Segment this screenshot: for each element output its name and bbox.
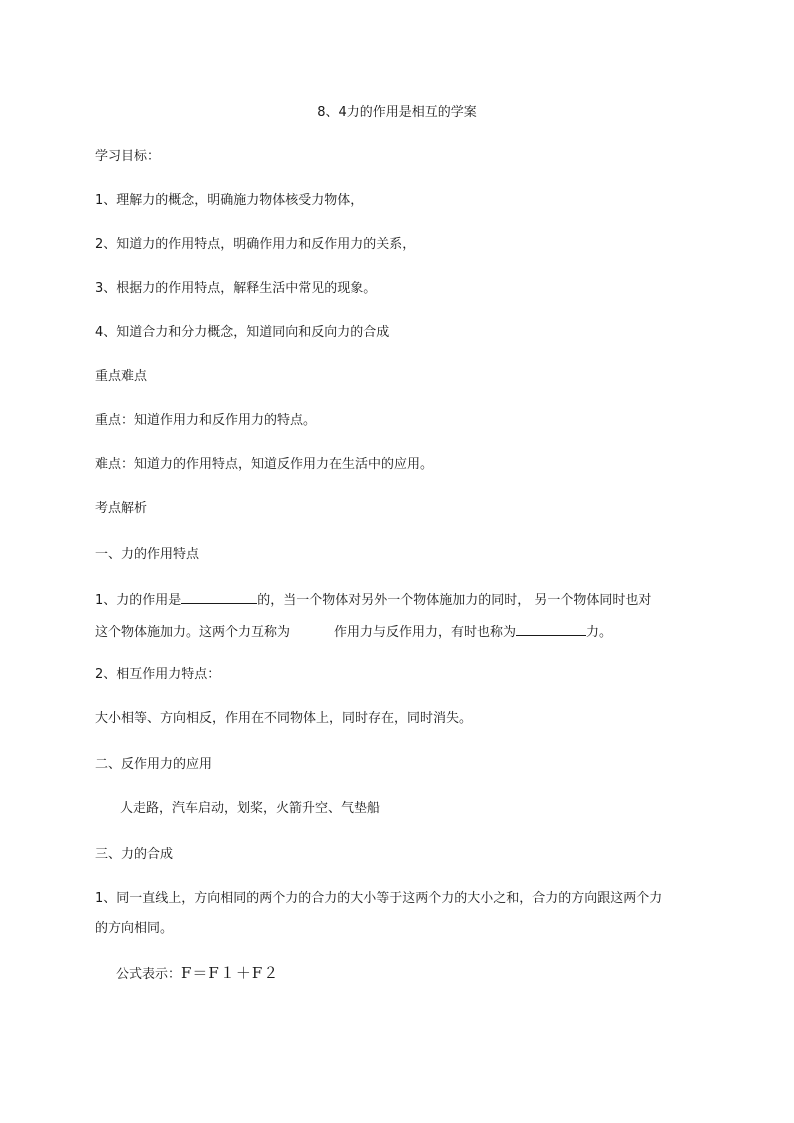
- key-difficulty: 难点：知道力的作用特点，知道反作用力在生活中的应用。: [95, 457, 434, 472]
- objective-item-1: 1、理解力的概念，明确施力物体核受力物体，: [95, 193, 364, 208]
- key-points-heading: 重点难点: [95, 369, 148, 384]
- section1-heading: 一、力的作用特点: [95, 547, 200, 562]
- item1-line2-text-b: 作用力与反作用力，有时也称为: [334, 625, 517, 640]
- item1-line2-text-c: 力。: [586, 625, 613, 640]
- section1-item2-heading: 2、相互作用力特点：: [95, 667, 221, 682]
- fill-blank-1[interactable]: [181, 589, 257, 604]
- objectives-heading: 学习目标：: [95, 149, 161, 164]
- formula-line: [116, 963, 736, 985]
- analysis-heading: 考点解析: [95, 501, 148, 516]
- objective-item-4: 4、知道合力和分力概念，知道同向和反向力的合成: [95, 325, 390, 340]
- section3-heading: 三、力的合成: [95, 847, 174, 862]
- item1-text-a: 1、力的作用是: [95, 593, 182, 608]
- page-title: 8、4力的作用是相互的学案: [317, 105, 477, 120]
- section2-heading: 二、反作用力的应用: [95, 757, 213, 772]
- objective-item-2: 2、知道力的作用特点，明确作用力和反作用力的关系，: [95, 237, 416, 252]
- section1-item1-line1: [95, 589, 715, 611]
- item1-line2-text-a: 这个物体施加力。这两个力互称为: [95, 625, 291, 640]
- key-focus: 重点：知道作用力和反作用力的特点。: [95, 413, 317, 428]
- objective-item-3: 3、根据力的作用特点，解释生活中常见的现象。: [95, 281, 377, 296]
- section3-item1-line1: 1、同一直线上，方向相同的两个力的合力的大小等于这两个力的大小之和，合力的方向跟这两个力: [95, 891, 663, 906]
- formula-expression: F＝F１＋F２: [181, 964, 280, 982]
- section2-text: 人走路，汽车启动，划桨，火箭升空、气垫船: [120, 801, 381, 816]
- section1-item1-line2: [95, 621, 715, 643]
- section1-item2-text: 大小相等、方向相反，作用在不同物体上，同时存在，同时消失。: [95, 711, 473, 726]
- item1-text-b: 的，当一个物体对另外一个物体施加力的同时， 另一个物体同时也对: [257, 593, 652, 608]
- formula-label: 公式表示：: [116, 967, 182, 982]
- fill-blank-2[interactable]: [516, 621, 586, 636]
- section3-item1-line2: 的方向相同。: [95, 921, 174, 936]
